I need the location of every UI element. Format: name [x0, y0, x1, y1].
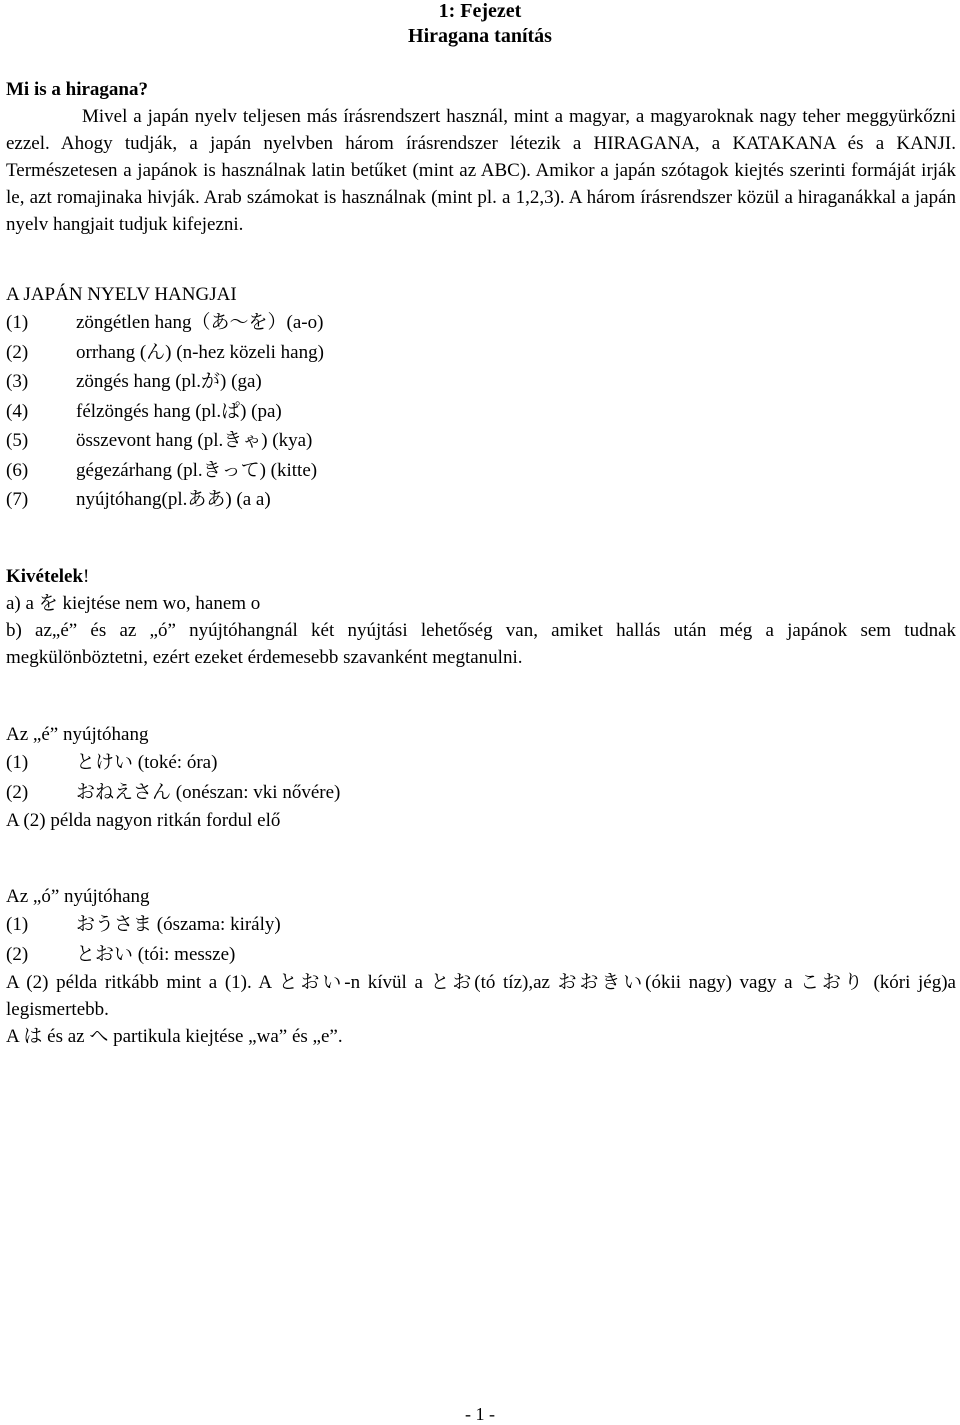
o-long-section [6, 883, 956, 1050]
o-long-note: A (2) példa ritkább mint a (1). A とおい-n kívül a とお(tó tíz),az おおきい(ókii nagy) vagy a こおり (kóri jég)a legismertebb. [6, 972, 956, 1020]
item-number: (3) [6, 371, 29, 392]
intro-paragraph: Mivel a japán nyelv teljesen más írásrendszert használ, mint a magyar, a magyaroknak nagy teher meggyürkőzni ezzel. Ahogy tudják, a japán nyelvben három írásrendszer létezik a HIRAGANA, a KATAKANA és a KANJI. Természetesen a japánok is használnak latin betűket (mint az ABC). Amikor a japán szótagok kiejtés szerinti formáját irják le, azt romajinaka hivják. Arab számokat is használnak (mint pl. a 1,2,3). A három írásrendszer közül a hiraganákkal a japán nyelv hangjait tudjuk kifejezni. [6, 106, 956, 235]
item-number: (2) [6, 341, 29, 363]
e-long-heading: Az „é” nyújtóhang [6, 724, 149, 745]
list-item [6, 338, 956, 368]
list-item [6, 367, 956, 397]
list-item [6, 308, 956, 338]
item-text: összevont hang (pl.きゃ) (kya) [76, 430, 313, 451]
list-item [6, 748, 956, 778]
item-number: (1) [6, 752, 29, 773]
item-text: zöngétlen hang（あ〜を）(a-o) [76, 312, 324, 333]
item-number: (5) [6, 430, 29, 451]
list-item [6, 456, 956, 486]
item-number: (4) [6, 400, 29, 422]
intro-heading: Mi is a hiragana? [6, 79, 148, 100]
intro-section [6, 76, 956, 238]
item-number: (1) [6, 914, 29, 935]
chapter-title: 1: Fejezet [438, 0, 522, 22]
list-item [6, 778, 956, 808]
page-number: - 1 - [465, 1404, 495, 1424]
list-item [6, 426, 956, 456]
item-text: nyújtóhang(pl.ああ) (a a) [76, 489, 271, 510]
list-item [6, 485, 956, 515]
item-text: おうさま (ószama: király) [76, 914, 281, 935]
exception-b: b) az„é” és az „ó” nyújtóhangnál két nyújtási lehetőség van, amiket hallás után még a japánok sem tudnak megkülönböztetni, ezért ezeket érdemesebb szavanként megtanulni. [6, 620, 956, 668]
item-number: (7) [6, 489, 29, 510]
chapter-subtitle: Hiragana tanítás [408, 25, 552, 47]
item-text: orrhang (ん) (n-hez közeli hang) [76, 341, 324, 363]
item-text: とけい (toké: óra) [76, 752, 218, 773]
item-text: félzöngés hang (pl.ぱ) (pa) [76, 400, 282, 422]
item-text: gégezárhang (pl.きって) (kitte) [76, 459, 318, 481]
list-item [6, 397, 956, 427]
sounds-section [6, 281, 956, 515]
list-item [6, 940, 956, 970]
item-number: (1) [6, 312, 29, 333]
exceptions-section [6, 563, 956, 671]
item-number: (6) [6, 459, 29, 481]
item-text: おねえさん (onészan: vki nővére) [76, 781, 341, 803]
item-text: とおい (tói: messze) [76, 943, 236, 965]
item-number: (2) [6, 781, 29, 803]
item-text: zöngés hang (pl.が) (ga) [76, 371, 262, 392]
sounds-list [6, 308, 956, 515]
e-long-note: A (2) példa nagyon ritkán fordul elő [6, 810, 281, 831]
exception-a: a) a を kiejtése nem wo, hanem o [6, 593, 261, 614]
particles-note: A は és az へ partikula kiejtése „wa” és „e”. [6, 1026, 343, 1047]
sounds-heading: A JAPÁN NYELV HANGJAI [6, 284, 237, 305]
e-long-section [6, 721, 956, 834]
exceptions-heading: Kivételek! [6, 566, 90, 587]
list-item [6, 910, 956, 940]
item-number: (2) [6, 943, 29, 965]
o-long-heading: Az „ó” nyújtóhang [6, 886, 150, 907]
